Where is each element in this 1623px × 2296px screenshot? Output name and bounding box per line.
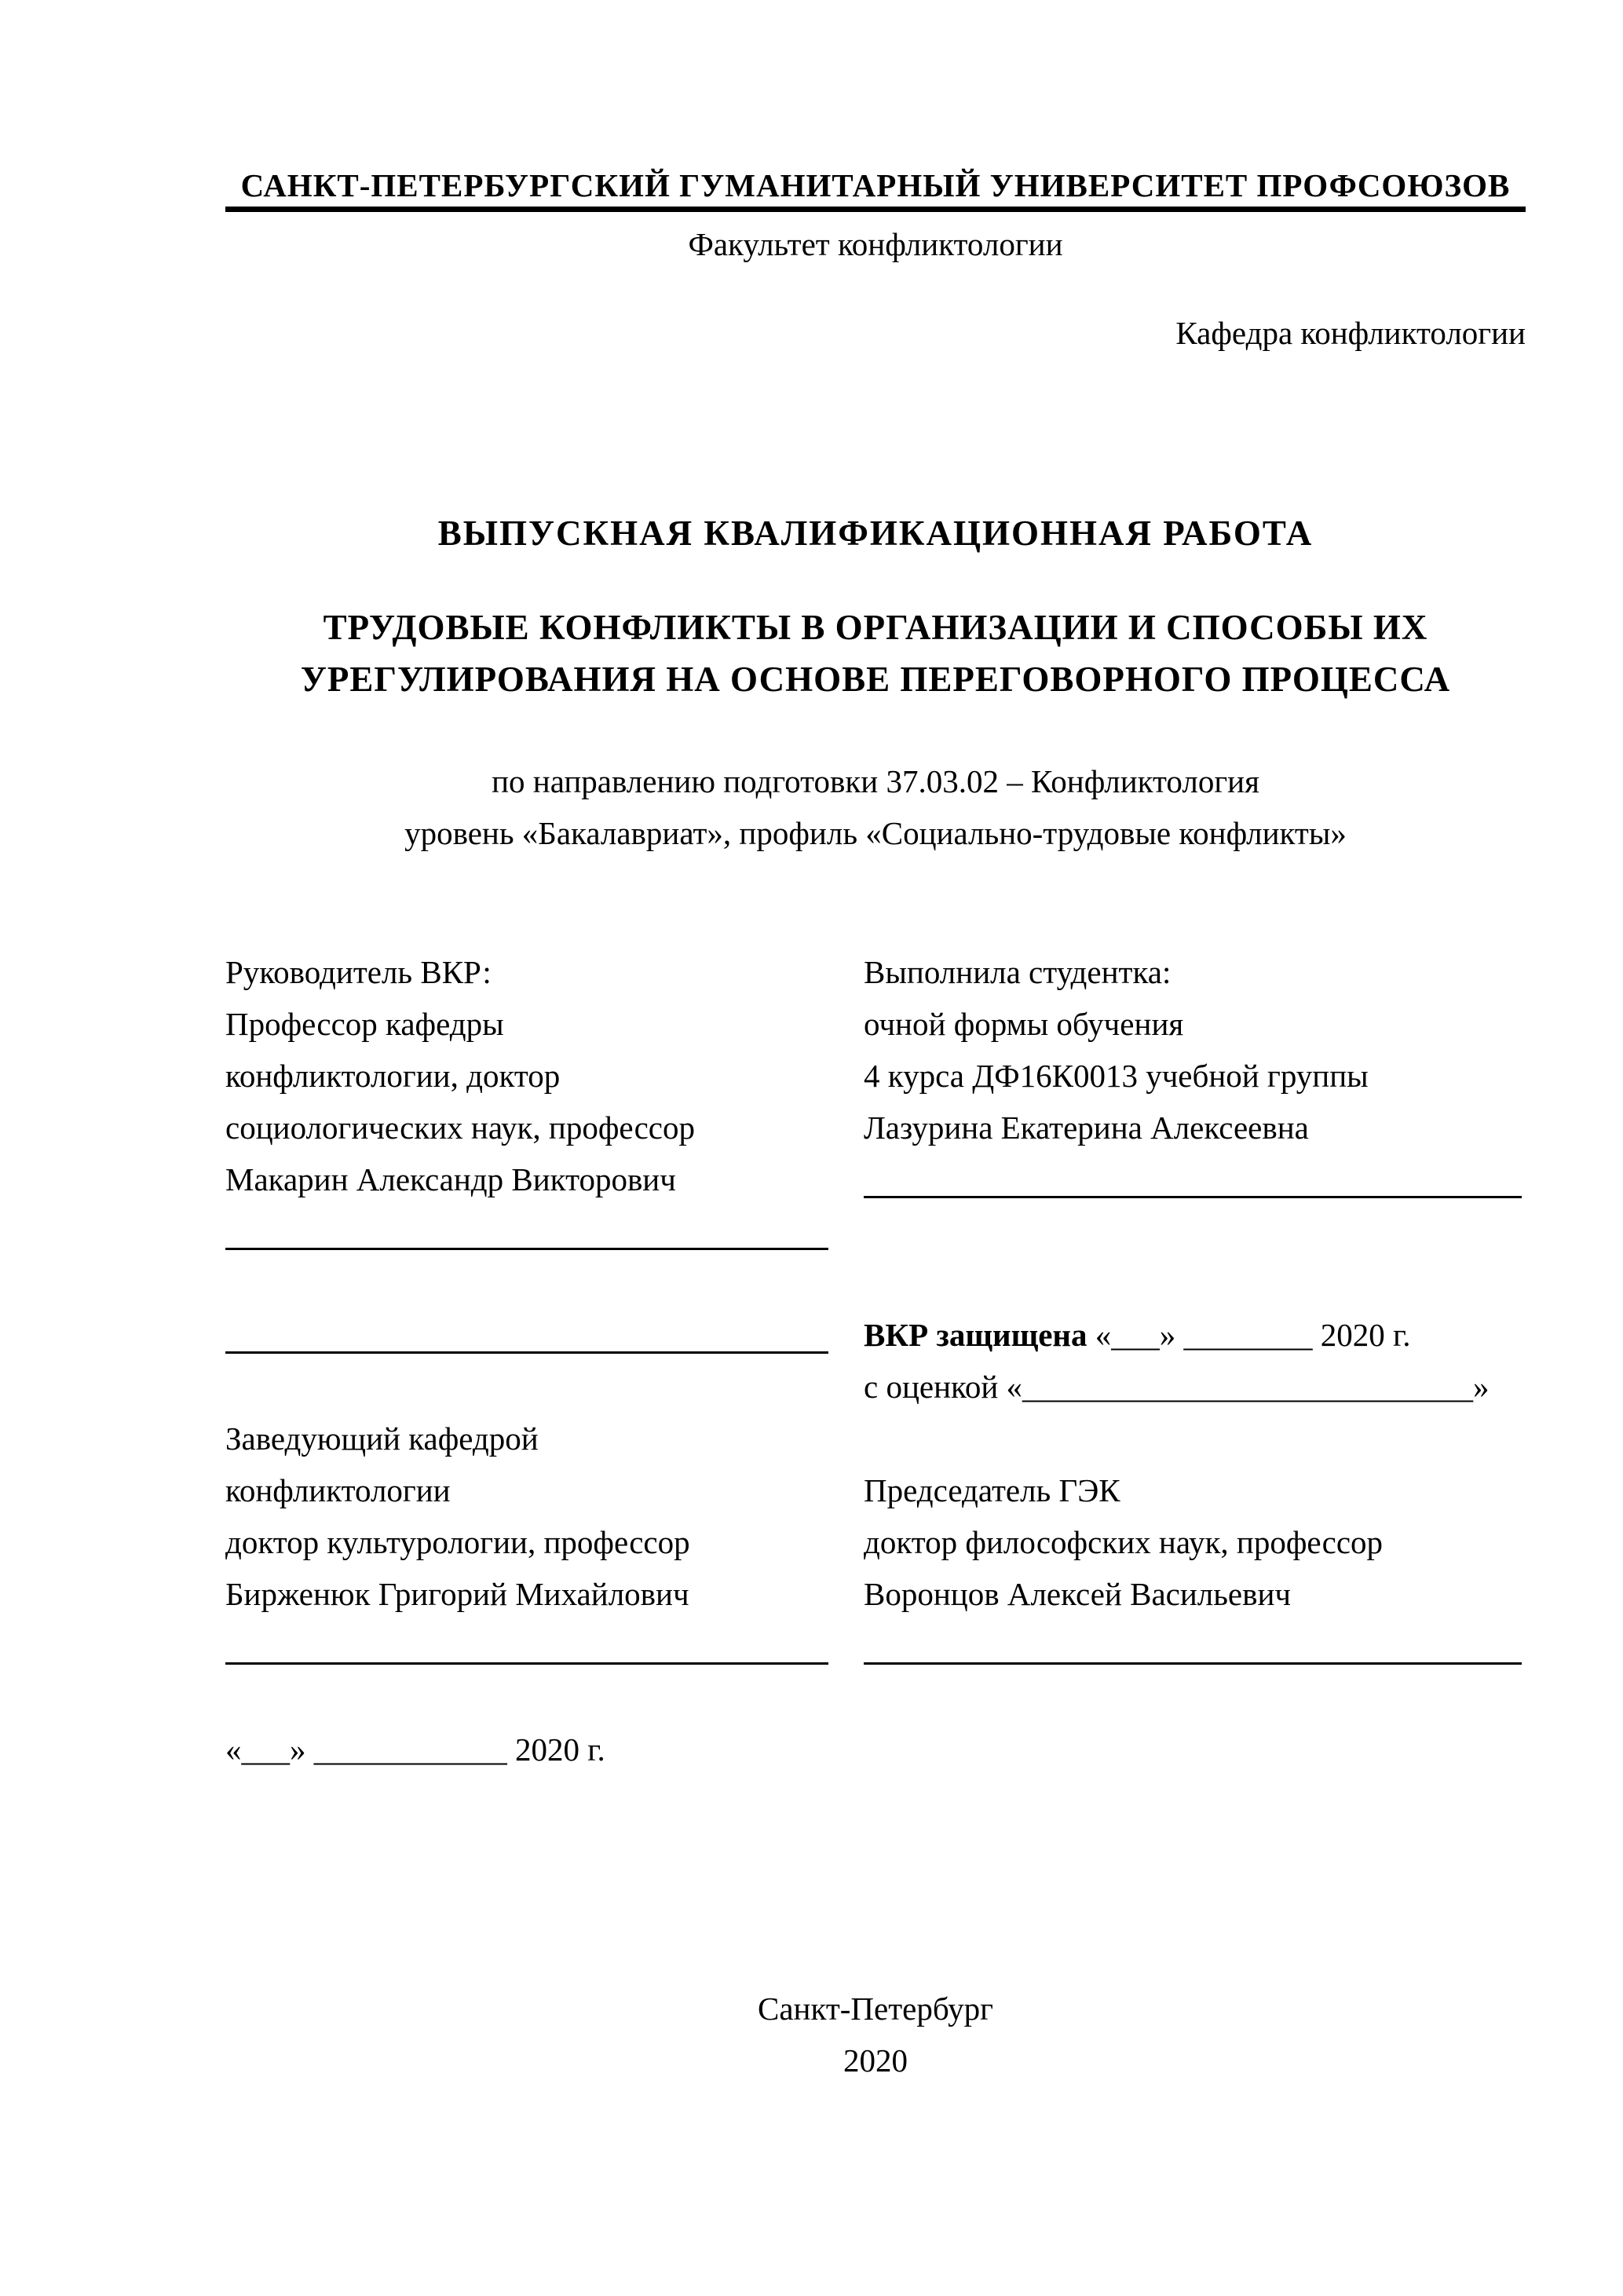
text-line: с оценкой «____________________________» bbox=[864, 1369, 1490, 1405]
text-line: очной формы обучения bbox=[864, 1006, 1184, 1042]
text-line: доктор культурологии, профессор bbox=[225, 1524, 690, 1560]
signature-line bbox=[225, 1205, 854, 1257]
thesis-title bbox=[225, 601, 1526, 705]
text-line: Заведующий кафедрой bbox=[225, 1420, 539, 1457]
text-line: Председатель ГЭК bbox=[864, 1472, 1120, 1508]
text-line: Лазурина Екатерина Алексеевна bbox=[864, 1110, 1309, 1146]
text-line: Воронцов Алексей Васильевич bbox=[864, 1576, 1292, 1612]
text-line bbox=[864, 1205, 1526, 1257]
text-line bbox=[225, 1361, 854, 1413]
footer-year: 2020 bbox=[843, 2042, 908, 2078]
supervisor-column bbox=[225, 946, 854, 1775]
signature-line bbox=[225, 1620, 854, 1672]
signature-rule bbox=[225, 1309, 828, 1354]
signature-line bbox=[864, 1153, 1526, 1205]
text-line: Бирженюк Григорий Михайлович bbox=[225, 1576, 689, 1612]
footer-city: Санкт-Петербург bbox=[758, 1991, 993, 2027]
department-name: Кафедра конфликтологии bbox=[1175, 315, 1526, 351]
text-line: Руководитель ВКР: bbox=[225, 954, 492, 990]
signature-line bbox=[864, 1620, 1526, 1672]
text-line: Макарин Александр Викторович bbox=[225, 1161, 676, 1197]
text-line: конфликтологии bbox=[225, 1472, 451, 1508]
text-line: социологических наук, профессор bbox=[225, 1110, 696, 1146]
signature-rule bbox=[225, 1205, 828, 1250]
text-line: ВКР защищена «___» ________ 2020 г. bbox=[864, 1317, 1411, 1353]
program-direction: по направлению подготовки 37.03.02 – Конфликтология bbox=[492, 763, 1259, 799]
university-name: САНКТ-ПЕТЕРБУРГСКИЙ ГУМАНИТАРНЫЙ УНИВЕРСИТЕТ ПРОФСОЮЗОВ bbox=[240, 167, 1511, 203]
text-line bbox=[864, 1257, 1526, 1309]
program-level-profile: уровень «Бакалавриат», профиль «Социально-трудовые конфликты» bbox=[404, 815, 1347, 851]
signature-rule bbox=[225, 1620, 828, 1665]
program-info bbox=[225, 755, 1526, 859]
text-line: Профессор кафедры bbox=[225, 1006, 504, 1042]
signature-rule bbox=[864, 1620, 1522, 1665]
faculty-name: Факультет конфликтологии bbox=[688, 226, 1063, 262]
text-line: доктор философских наук, профессор bbox=[864, 1524, 1384, 1560]
attribution-columns bbox=[225, 946, 1526, 1775]
signature-rule bbox=[864, 1153, 1522, 1198]
thesis-title-line1: ТРУДОВЫЕ КОНФЛИКТЫ В ОРГАНИЗАЦИИ И СПОСОБЫ ИХ bbox=[323, 608, 1428, 647]
text-line: конфликтологии, доктор bbox=[225, 1058, 561, 1094]
footer bbox=[225, 1983, 1526, 2086]
text-line bbox=[864, 1413, 1526, 1464]
text-line: 4 курса ДФ16К0013 учебной группы bbox=[864, 1058, 1369, 1094]
text-line: «___» ____________ 2020 г. bbox=[225, 1731, 605, 1768]
text-line: Выполнила студентка: bbox=[864, 954, 1172, 990]
text-line bbox=[225, 1672, 854, 1724]
thesis-title-line2: УРЕГУЛИРОВАНИЯ НА ОСНОВЕ ПЕРЕГОВОРНОГО ПРОЦЕССА bbox=[300, 660, 1451, 699]
signature-line bbox=[225, 1309, 854, 1361]
student-column bbox=[864, 946, 1526, 1775]
header-rule bbox=[225, 207, 1526, 212]
work-type-heading: ВЫПУСКНАЯ КВАЛИФИКАЦИОННАЯ РАБОТА bbox=[437, 514, 1314, 553]
text-line bbox=[225, 1257, 854, 1309]
